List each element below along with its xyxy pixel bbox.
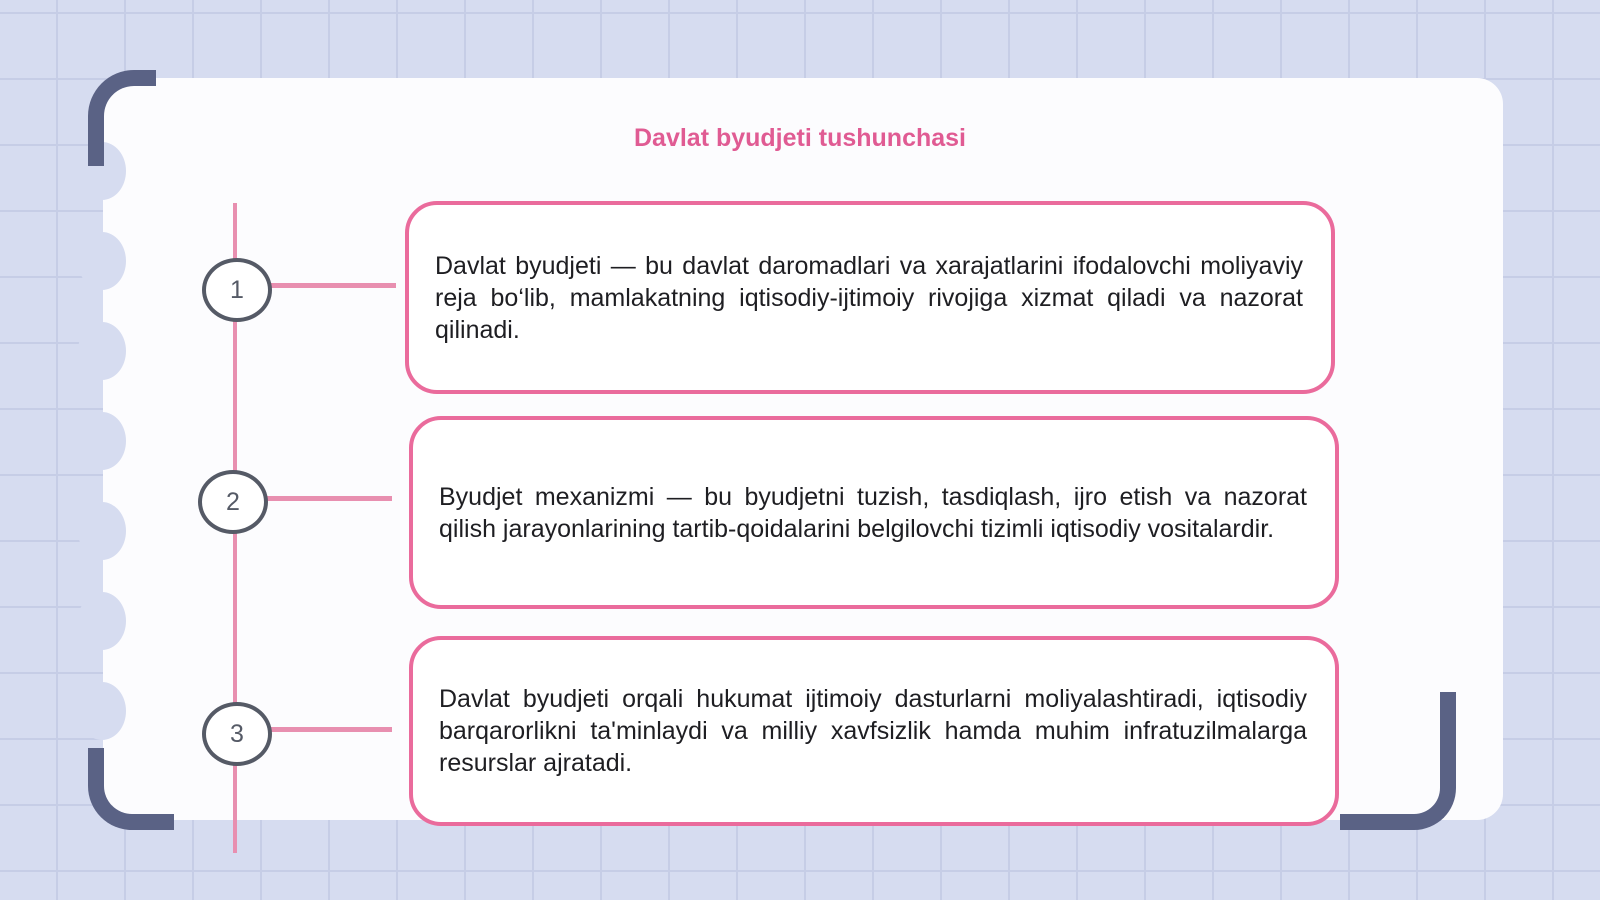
corner-bracket-bottom-left — [88, 748, 174, 830]
timeline-text-box-3 — [409, 636, 1339, 826]
timeline-item-text: Davlat byudjeti — bu davlat daromadlari va xarajatlarini ifodalovchi moliyaviy reja bo‘lib, mamlakatning iqtisodiy-ijtimoiy rivojiga xizmat qiladi va nazorat qilinadi. — [435, 251, 1303, 344]
timeline-node-number: 2 — [226, 487, 240, 516]
card-notch — [78, 682, 126, 740]
card-notch — [78, 502, 126, 560]
card-notch — [78, 322, 126, 380]
timeline-node-1 — [202, 258, 272, 322]
timeline-text-box-2 — [409, 416, 1339, 609]
card-notch — [78, 232, 126, 290]
timeline-item-text: Byudjet mexanizmi — bu byudjetni tuzish, tasdiqlash, ijro etish va nazorat qilish jarayonlarining tartib-qoidalarini belgilovchi tizimli iqtisodiy vositalardir. — [439, 482, 1307, 543]
timeline-node-2 — [198, 470, 268, 534]
timeline-item-text: Davlat byudjeti orqali hukumat ijtimoiy dasturlarni moliyalashtiradi, iqtisodiy barqarorlikni ta'minlaydi va milliy xavfsizlik hamda muhim infratuzilmalarga resurslar ajratadi. — [439, 685, 1307, 777]
corner-bracket-top-left — [88, 70, 156, 166]
timeline-node-number: 1 — [230, 275, 244, 304]
timeline-text-box-1 — [405, 201, 1335, 394]
timeline-node-3 — [202, 702, 272, 766]
card-notch — [78, 412, 126, 470]
timeline-connector-1 — [266, 283, 396, 288]
slide-title: Davlat byudjeti tushunchasi — [633, 124, 966, 152]
timeline-connector-2 — [262, 496, 392, 501]
timeline-connector-3 — [266, 727, 392, 732]
corner-bracket-bottom-right — [1340, 692, 1456, 830]
timeline-node-number: 3 — [230, 719, 244, 748]
card-notch — [78, 592, 126, 650]
